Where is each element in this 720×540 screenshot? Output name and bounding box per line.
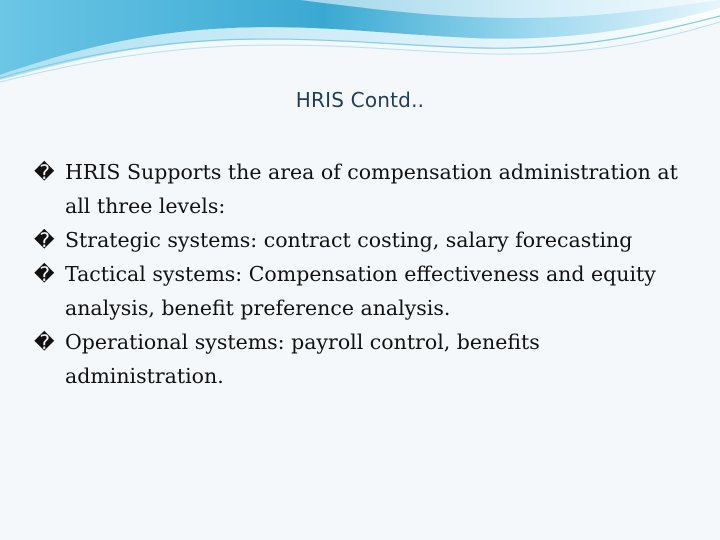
bullet-text: HRIS Supports the area of compensation administration at all three levels: bbox=[65, 160, 678, 218]
bullet-text: Operational systems: payroll control, benefits administration. bbox=[65, 330, 540, 388]
bullet-marker-icon: � bbox=[34, 330, 55, 354]
bullet-item bbox=[34, 223, 694, 257]
bullet-list bbox=[34, 155, 694, 393]
bullet-item bbox=[34, 257, 694, 325]
bullet-marker-icon: � bbox=[34, 160, 55, 184]
bullet-text: Tactical systems: Compensation effectiveness and equity analysis, benefit preference analysis. bbox=[65, 262, 656, 320]
bullet-marker-icon: � bbox=[34, 262, 55, 286]
bullet-item bbox=[34, 155, 694, 223]
slide-title: HRIS Contd.. bbox=[295, 88, 425, 112]
decorative-wave-header bbox=[0, 0, 720, 100]
bullet-text: Strategic systems: contract costing, salary forecasting bbox=[65, 228, 633, 252]
bullet-item bbox=[34, 325, 694, 393]
bullet-marker-icon: � bbox=[34, 228, 55, 252]
